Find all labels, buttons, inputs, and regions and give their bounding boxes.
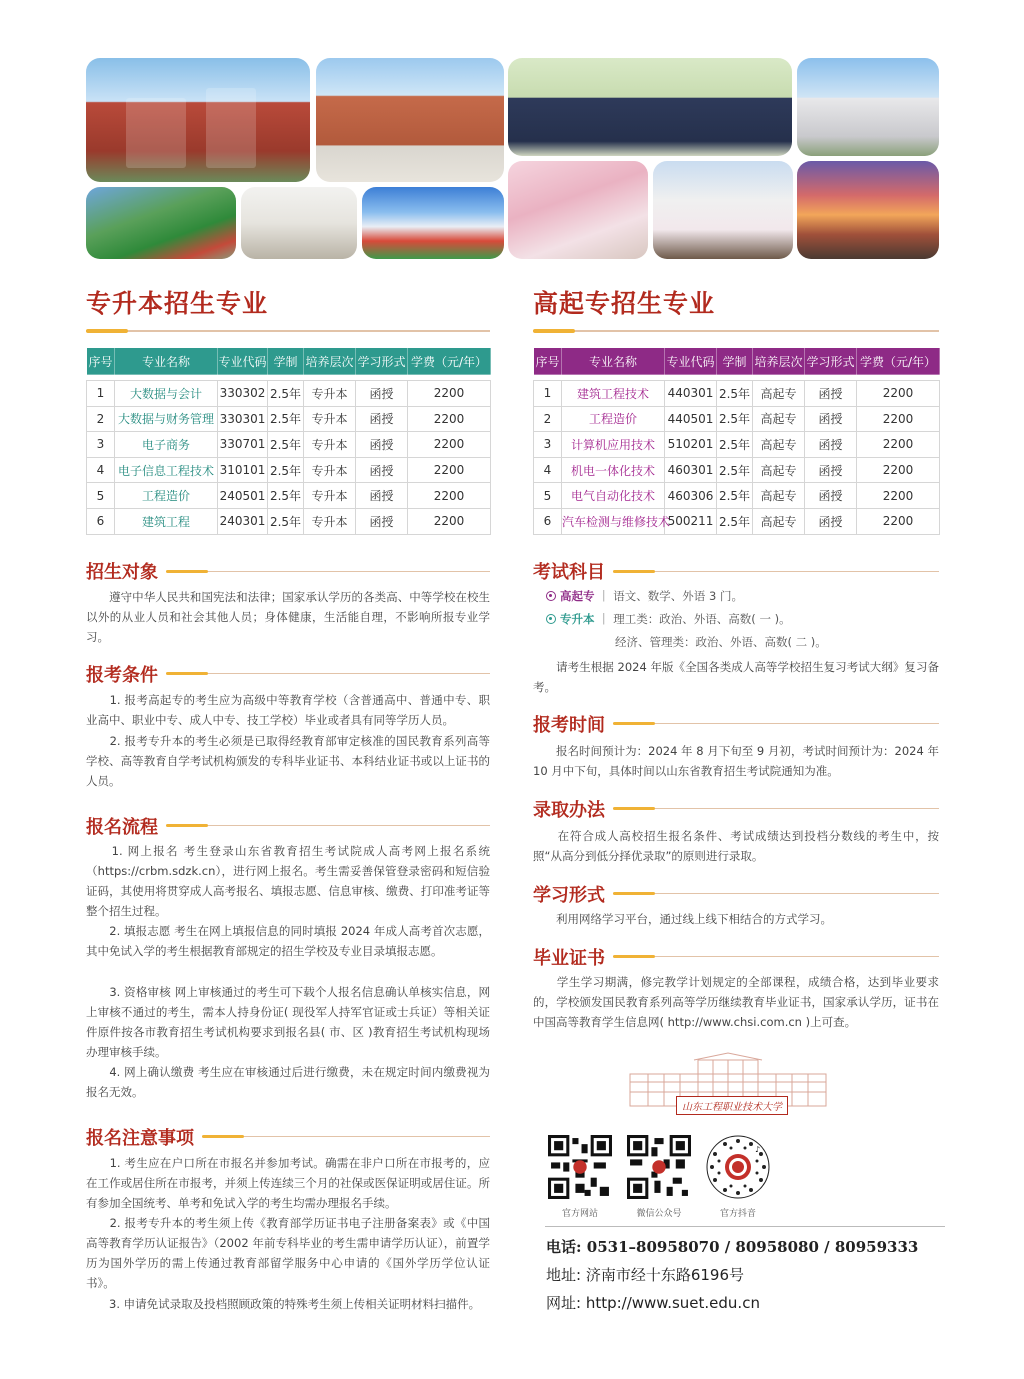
phone-line: 电话: 0531–80958070 / 80958080 / 80959333 xyxy=(546,1238,919,1256)
col-header: 学习形式 xyxy=(356,348,408,375)
svg-text:♪: ♪ xyxy=(755,1145,761,1154)
col-header: 学费（元/年） xyxy=(857,348,940,375)
level-tag: 高起专 xyxy=(560,589,595,603)
students-photo xyxy=(508,58,792,156)
stadium-photo xyxy=(362,187,504,259)
dormitory-photo xyxy=(241,187,357,259)
qr-caption: 官方抖音 xyxy=(719,1209,756,1219)
col-header: 专业代码 xyxy=(218,348,268,375)
conditions-text-2: 2. 报考专升本的考生必须是已取得经教育部审定核准的国民教育系列高等学校、高等教育自学考试机构颁发的专科毕业证书、本科结业证书或以上证书的人员。 xyxy=(86,734,490,788)
blossom-student-photo xyxy=(508,161,648,259)
table-header-row xyxy=(87,348,491,375)
major-name: 大数据与会计 xyxy=(115,381,218,407)
major-name: 机电一体化技术 xyxy=(562,457,665,483)
col-header: 序号 xyxy=(534,348,562,375)
subject-line-zsb xyxy=(546,608,791,630)
col-header: 培养层次 xyxy=(304,348,356,375)
notes-text-1: 1. 考生应在户口所在市报名并参加考试。确需在非户口所在市报考的，应在工作或居住所在市报考，并须上传连续三个月的社保或医保证明或居住证。所有参加全国统考、单考和免试入学的考生均需办理报名手续。 xyxy=(86,1156,490,1210)
major-name: 工程造价 xyxy=(562,406,665,432)
section-rule xyxy=(613,723,939,724)
blossom-tree-photo xyxy=(653,161,793,259)
col-header: 专业名称 xyxy=(562,348,665,375)
admission-text: 在符合成人高校招生报名条件、考试成绩达到投档分数线的考生中，按照“从高分到低分择优录取”的原则进行录取。 xyxy=(533,829,939,863)
table-row: 4 电子信息工程技术 310101 2.5年 专升本 函授 2200 xyxy=(87,457,491,483)
table-row: 2 大数据与财务管理 330301 2.5年 专升本 函授 2200 xyxy=(87,406,491,432)
col-header: 培养层次 xyxy=(753,348,805,375)
section-title-target: 招生对象 xyxy=(86,562,158,583)
section-rule xyxy=(166,571,490,572)
process-text-3: 3. 资格审核 网上审核通过的考生可下载个人报名信息确认单核实信息，网上审核不通过的考生，需本人持身份证( 现役军人持军官证或士兵证）等相关证件原件按各市教育招生考试机构要求到报名县( 市、区 )教育招生考试机构现场办理审核手续。 xyxy=(86,985,490,1059)
section-rule xyxy=(166,673,490,674)
section-title-subjects: 考试科目 xyxy=(533,562,605,583)
table-row: 3 电子商务 330701 2.5年 专升本 函授 2200 xyxy=(87,432,491,458)
table-row: 6 汽车检测与维修技术 500211 2.5年 高起专 函授 2200 xyxy=(534,508,940,534)
table-row: 1 大数据与会计 330302 2.5年 专升本 函授 2200 xyxy=(87,381,491,407)
table-header-row xyxy=(534,348,940,375)
table-row: 2 工程造价 440501 2.5年 高起专 函授 2200 xyxy=(534,406,940,432)
section-rule xyxy=(613,571,939,572)
certificate-text: 学生学习期满，修完教学计划规定的全部课程，成绩合格，达到毕业要求的，学校颁发国民教育系列高等学历继续教育毕业证书，国家承认学历，证书在中国高等教育学生信息网( http://www.chsi.com.cn )上可查。 xyxy=(533,975,939,1029)
section-title-time: 报考时间 xyxy=(533,715,605,736)
col-header: 专业名称 xyxy=(115,348,218,375)
major-name: 电子信息工程技术 xyxy=(115,457,218,483)
notes-text-2: 2. 报考专升本的考生须上传《教育部学历证书电子注册备案表》或《中国高等教育学历认证报告》（2002 年前专科毕业的考生需申请学历认证），前置学历为国外学历的需上传通过教育部留学服务中心申请的《国外学历学位认证书》。 xyxy=(86,1216,490,1290)
sunset-building-photo xyxy=(797,161,939,259)
gqz-major-table xyxy=(533,347,940,535)
radio-icon xyxy=(546,591,556,601)
section-title-conditions: 报考条件 xyxy=(86,665,158,686)
subject-text: ｜ 语文、数学、外语 3 门。 xyxy=(598,589,743,603)
col-header: 学习形式 xyxy=(805,348,857,375)
table-row: 5 工程造价 240501 2.5年 专升本 函授 2200 xyxy=(87,483,491,509)
subject-line-gqz xyxy=(546,585,743,607)
study-text: 利用网络学习平台，通过线上线下相结合的方式学习。 xyxy=(533,912,832,926)
col-header: 专业代码 xyxy=(665,348,717,375)
university-name-seal: 山东工程职业技术大学 xyxy=(676,1096,788,1115)
section-title-process: 报名流程 xyxy=(86,817,158,838)
section-title-notes: 报名注意事项 xyxy=(86,1128,194,1149)
fountain-photo xyxy=(797,58,939,156)
major-name: 建筑工程技术 xyxy=(562,381,665,407)
contact-divider xyxy=(545,1226,945,1227)
section-title-admission: 录取办法 xyxy=(533,800,605,821)
process-text-1: 1. 网上报名 考生登录山东省教育招生考试院成人高考网上报名系统（https://crbm.sdzk.cn），进行网上报名。考生需妥善保管登录密码和短信验证码，其使用将贯穿成人高考报名、填报志愿、信息审核、缴费、打印准考证等整个招生过程。 xyxy=(86,844,490,918)
subject-line-zsb-2: 经济、管理类：政治、外语、高数( 二 )。 xyxy=(615,635,827,649)
subject-text: ｜ 理工类：政治、外语、高数( 一 )。 xyxy=(598,612,791,626)
qr-code-website[interactable] xyxy=(548,1135,612,1199)
major-name: 电子商务 xyxy=(115,432,218,458)
section-rule xyxy=(613,893,939,894)
qr-code-douyin[interactable] xyxy=(706,1135,770,1199)
table-row: 3 计算机应用技术 510201 2.5年 高起专 函授 2200 xyxy=(534,432,940,458)
process-text-4: 4. 网上确认缴费 考生应在审核通过后进行缴费，未在规定时间内缴费视为报名无效。 xyxy=(86,1065,490,1099)
subjects-note: 请考生根据 2024 年版《全国各类成人高等学校招生复习考试大纲》复习备考。 xyxy=(533,660,939,694)
conditions-text-1: 1. 报考高起专的考生应为高级中等教育学校（含普通高中、普通中专、职业高中、职业中专、成人中专、技工学校）毕业或者具有同等学历人员。 xyxy=(86,693,490,727)
qr-caption: 官方网站 xyxy=(561,1209,598,1219)
section-rule xyxy=(202,1136,490,1137)
right-title-rule xyxy=(533,330,939,332)
major-name: 工程造价 xyxy=(115,483,218,509)
section-title-study: 学习形式 xyxy=(533,885,605,906)
table-row: 5 电气自动化技术 460306 2.5年 高起专 函授 2200 xyxy=(534,483,940,509)
library-photo xyxy=(316,58,504,182)
col-header: 学费（元/年） xyxy=(408,348,491,375)
qr-caption: 微信公众号 xyxy=(636,1209,682,1219)
major-name: 电气自动化技术 xyxy=(562,483,665,509)
campus-building-photo xyxy=(86,58,310,182)
section-rule xyxy=(613,956,939,957)
address-line: 地址: 济南市经十东路6196号 xyxy=(546,1266,744,1284)
col-header: 学制 xyxy=(717,348,753,375)
notes-text-3: 3. 申请免试录取及投档照顾政策的特殊考生须上传相关证明材料扫描件。 xyxy=(86,1297,481,1311)
right-main-title: 高起专招生专业 xyxy=(533,289,716,318)
table-row: 1 建筑工程技术 440301 2.5年 高起专 函授 2200 xyxy=(534,381,940,407)
qr-code-wechat[interactable] xyxy=(627,1135,691,1199)
website-link[interactable]: 网址: http://www.suet.edu.cn xyxy=(546,1294,760,1312)
section-rule xyxy=(613,808,939,809)
col-header: 学制 xyxy=(268,348,304,375)
target-text: 遵守中华人民共和国宪法和法律；国家承认学历的各类高、中等学校在校生以外的从业人员和社会其他人员；身体健康，生活能自理，不影响所报专业学习。 xyxy=(86,590,490,644)
table-row: 4 机电一体化技术 460301 2.5年 高起专 函授 2200 xyxy=(534,457,940,483)
section-rule xyxy=(166,825,490,826)
major-name: 大数据与财务管理 xyxy=(115,406,218,432)
time-text: 报名时间预计为：2024 年 8 月下旬至 9 月初，考试时间预计为：2024 年 10 月中下旬，具体时间以山东省教育招生考试院通知为准。 xyxy=(533,744,939,778)
section-title-certificate: 毕业证书 xyxy=(533,948,605,969)
left-title-rule xyxy=(86,330,490,332)
sports-field-photo xyxy=(86,187,236,259)
level-tag: 专升本 xyxy=(560,612,595,626)
table-row: 6 建筑工程 240301 2.5年 专升本 函授 2200 xyxy=(87,508,491,534)
radio-icon xyxy=(546,614,556,624)
major-name: 建筑工程 xyxy=(115,508,218,534)
process-text-2: 2. 填报志愿 考生在网上填报信息的同时填报 2024 年成人高考首次志愿，其中免试入学的考生根据教育部规定的招生学校及专业目录填报志愿。 xyxy=(86,924,490,958)
left-main-title: 专升本招生专业 xyxy=(86,289,269,318)
major-name: 汽车检测与维修技术 xyxy=(562,508,665,534)
major-name: 计算机应用技术 xyxy=(562,432,665,458)
col-header: 序号 xyxy=(87,348,115,375)
zsb-major-table xyxy=(86,347,491,535)
